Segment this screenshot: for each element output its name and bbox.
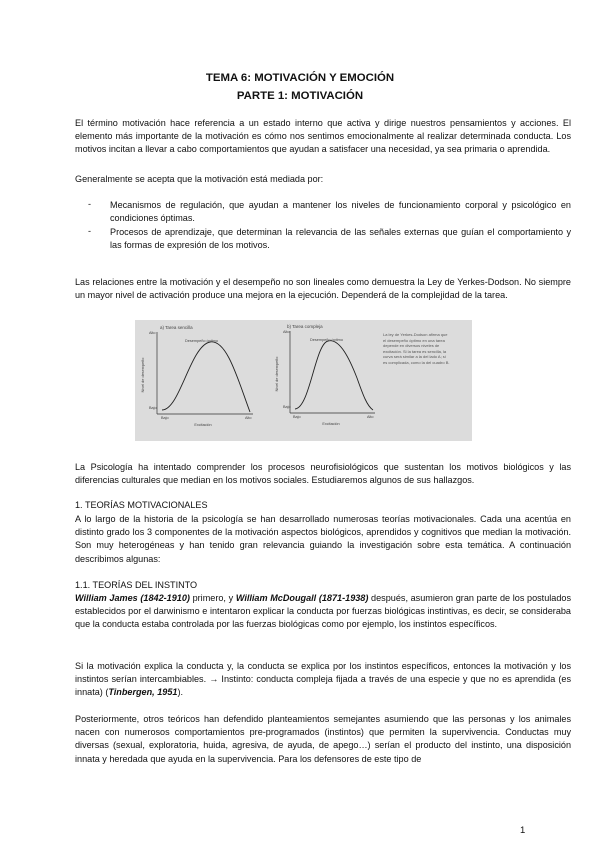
citation-tinbergen: Tinbergen, 1951 — [108, 687, 178, 698]
panel-b-title: b) Tarea compleja — [287, 324, 323, 329]
panel-b-x-low: Bajo — [293, 415, 301, 419]
page-title: TEMA 6: MOTIVACIÓN Y EMOCIÓN — [205, 72, 395, 84]
page-subtitle: PARTE 1: MOTIVACIÓN — [236, 90, 364, 102]
panel-a-title: a) Tarea sencilla — [160, 325, 193, 330]
yerkes-dodson-figure — [135, 320, 472, 441]
intro-lead-paragraph: Generalmente se acepta que la motivación está mediada por: — [75, 174, 324, 184]
figure-caption: La ley de Yerkes-Dodson afirma que el desempeño óptimo en una tarea depende en diversos niveles de excitación. Si la tarea es sencilla, la curva será similar a la del lado A; si es complicada, como la del cuadro B. — [383, 332, 450, 365]
panel-a-x-label: Excitación — [194, 423, 212, 427]
panel-a-x-low: Bajo — [161, 416, 169, 420]
panel-a-y-label: Nivel de desempeño — [141, 357, 145, 393]
panel-a-y-high: Alto — [149, 331, 156, 335]
panel-b-optimal-label: Desempeño óptimo — [310, 338, 343, 342]
page-number: 1 — [520, 825, 526, 836]
instinct-paragraph-3: Posteriormente, otros teóricos han defendido planteamientos semejantes asumiendo que las personas y los animales nacen con numerosos comportamientos pre-programados (instintos) que permiten la supervivencia. Conductas muy diversas (sexual, exploratoria, huida, agresiva, de ayuda, de apego…) serían el producto del instinto, una disposición innata y heredada que ayuda en la supervivencia. Para los defensores de este tipo de — [75, 714, 571, 764]
author-william-mcdougall: William McDougall (1871-1938) — [235, 593, 369, 603]
figure-caption-box — [383, 332, 451, 400]
panel-b-y-low: Bajo — [283, 405, 291, 409]
panel-b-y-high: Alto — [283, 330, 290, 334]
panel-a-x-high: Alto — [245, 416, 252, 420]
instinct-paragraph-2: Si la motivación explica la conducta y, la conducta se explica por los instintos específicos, entonces la motivación y los instintos serían intercambiables. → Instinto: conducta compleja fijada a través de una especie y que no es aprendida (es innata) (Tinbergen, 1951). — [75, 661, 571, 698]
section-1-heading: 1. TEORÍAS MOTIVACIONALES — [75, 500, 208, 510]
panel-b-x-high: Alto — [367, 415, 374, 419]
bullet-dash-2: - — [88, 226, 92, 236]
author-william-james: William James (1842-1910) — [75, 593, 190, 603]
panel-b-x-label: Excitación — [322, 422, 340, 426]
yerkes-paragraph: Las relaciones entre la motivación y el desempeño no son lineales como demuestra la Ley de Yerkes-Dodson. No siempre un mayor nivel de activación produce una mejora en la ejecución. Dependerá de la complejidad de la tarea. — [75, 277, 571, 301]
bullet-item-1: Mecanismos de regulación, que ayudan a mantener los niveles de funcionamiento corporal y psicológico en condiciones óptimas. — [110, 200, 571, 224]
intro-paragraph: El término motivación hace referencia a un estado interno que activa y dirige nuestros pensamientos y acciones. El elemento más importante de la motivación es cómo nos sentimos emocionalmente al realizar determinada conducta. Los motivos incitan a llevar a cabo comportamientos que ayudan a satisfacer una necesidad, ya sea primaria o aprendida. — [75, 118, 571, 155]
panel-b-y-label: Nivel de desempeño — [275, 356, 279, 392]
section-1-paragraph: A lo largo de la historia de la psicología se han desarrollado numerosas teorías motivacionales. Cada una acentúa en distinto grado los 3 componentes de la motivación aspectos biológicos, aprendidos y cognitivos que median la motivación. Son muy heterogéneas y han tenido gran relevancia guiando la investigación sobre esta temática. A continuación describimos algunas: — [75, 514, 571, 564]
psychology-paragraph: La Psicología ha intentado comprender los procesos neurofisiológicos que sustentan los motivos biológicos y las diferencias culturales que median en los motivos sociales. Estudiaremos algunos de sus hallazgos. — [75, 462, 571, 486]
panel-a-y-low: Bajo — [149, 406, 157, 410]
bullet-dash-1: - — [88, 199, 92, 209]
bullet-item-2: Procesos de aprendizaje, que determinan la relevancia de las señales externas que guían el comportamiento y las formas de expresión de los motivos. — [110, 227, 571, 251]
instinct-paragraph-1: William James (1842-1910) primero, y William McDougall (1871-1938) después, asumieron gran parte de los postulados establecidos por el darwinismo e intentaron explicar la conducta por fuerzas biológicas instintivas, es decir, se consideraba que la conducta estaba controlada por las fuerzas biológicas como por ejemplo, los instintos específicos. — [75, 593, 572, 630]
section-1-1-heading: 1.1. TEORÍAS DEL INSTINTO — [75, 580, 198, 590]
panel-a-optimal-label: Desempeño óptimo — [185, 339, 218, 343]
